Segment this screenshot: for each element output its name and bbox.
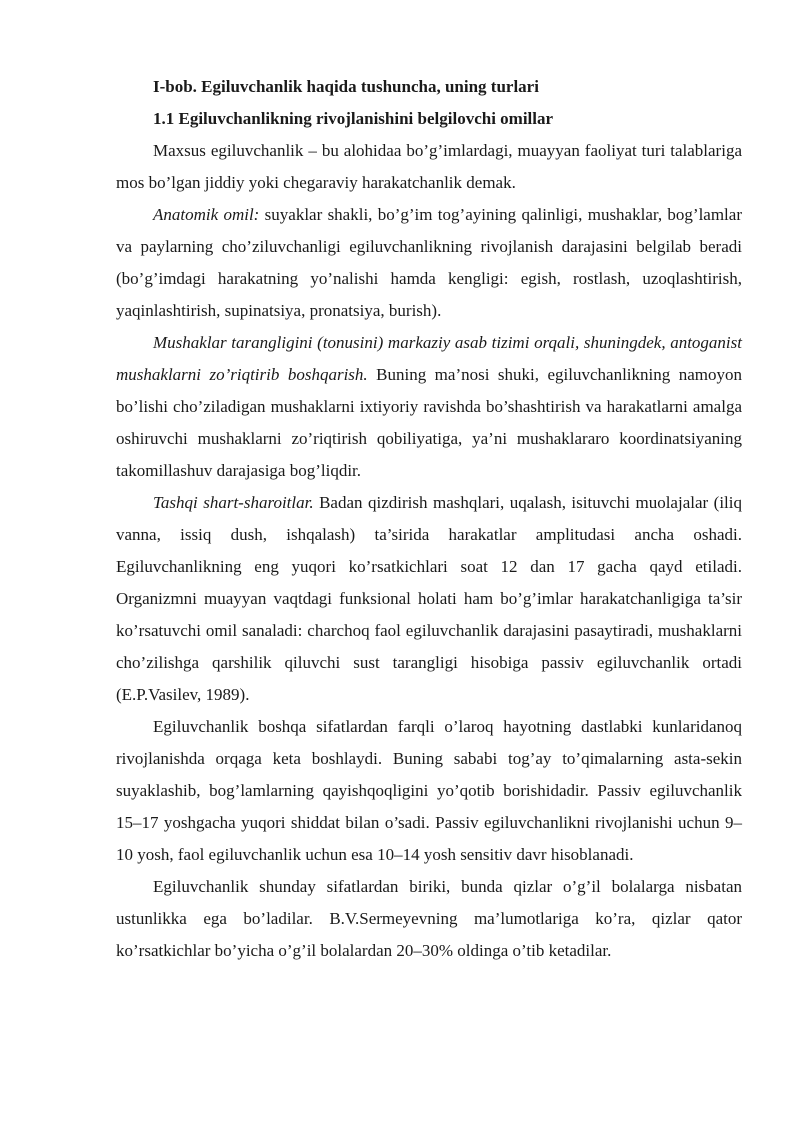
chapter-title: I-bob. Egiluvchanlik haqida tushuncha, uning turlari	[153, 77, 539, 96]
paragraph-lead: Anatomik omil:	[153, 205, 260, 224]
paragraph	[116, 711, 742, 871]
paragraph-text: Badan qizdirish mashqlari, uqalash, isituvchi muolajalar (iliq vanna, issiq dush, ishqalash) ta’sirida harakatlar amplitudasi ancha oshadi. Egiluvchanlikning eng yuqori ko’rsatkichlari soat 12 dan 17 gacha qayd etiladi. Organizmni muayyan vaqtdagi funksional holati ham bo’g’imlar harakatchanligiga ta’sir ko’rsatuvchi omil sanaladi: charchoq faol egiluvchanlik darajasini pasaytiradi, mushaklarni cho’zilishga qarshilik qiluvchi sust tarangligi hisobiga passiv egiluvchanlik ortadi (E.P.Vasilev, 1989).	[116, 493, 742, 704]
paragraph-text: Buning ma’nosi shuki, egiluvchanlikning namoyon bo’lishi cho’ziladigan mushaklarni ixtiyoriy ravishda bo’shashtirish va harakatlarni amalga oshiruvchi mushaklarni zo’riqtirish qobiliyatiga, ya’ni mushaklararo koordinatsiyaning takomillashuv darajasiga bog’liqdir.	[116, 365, 742, 480]
paragraph-text: Egiluvchanlik boshqa sifatlardan farqli o’laroq hayotning dastlabki kunlaridanoq rivojlanishda orqaga keta boshlaydi. Buning sababi tog’ay to’qimalarning asta-sekin suyaklashib, bog’lamlarning qayishqoqligini yo’qotib borishidadir. Passiv egiluvchanlik 15–17 yoshgacha yuqori shiddat bilan o’sadi. Passiv egiluvchanlikni rivojlanishi uchun 9–10 yosh, faol egiluvchanlik uchun esa 10–14 yosh sensitiv davr hisoblanadi.	[116, 717, 742, 864]
paragraph-text: suyaklar shakli, bo’g’im tog’ayining qalinligi, mushaklar, bog’lamlar va paylarning cho’ziluvchanligi egiluvchanlikning rivojlanish darajasini belgilab beradi (bo’g’imdagi harakatning yo’nalishi hamda kengligi: egish, rostlash, uzoqlashtirish, yaqinlashtirish, supinatsiya, pronatsiya, burish).	[116, 205, 742, 320]
paragraph-lead: Tashqi shart-sharoitlar.	[153, 493, 314, 512]
paragraph	[116, 871, 742, 967]
paragraph	[116, 327, 742, 487]
section-title: 1.1 Egiluvchanlikning rivojlanishini belgilovchi omillar	[153, 109, 554, 128]
paragraph	[116, 487, 742, 711]
paragraph-text: Maxsus egiluvchanlik – bu alohidaa bo’g’imlardagi, muayyan faoliyat turi talablariga mos bo’lgan jiddiy yoki chegaraviy harakatchanlik demak.	[116, 141, 742, 192]
paragraph	[116, 135, 742, 199]
document-page	[116, 71, 742, 967]
paragraph	[116, 199, 742, 327]
paragraph-lead: Mushaklar tarangligini (tonusini) markaziy asab tizimi orqali, shuningdek, antoganist mushaklarni zo’riqtirib boshqarish.	[116, 333, 742, 384]
paragraph-text: Egiluvchanlik shunday sifatlardan biriki, bunda qizlar o’g’il bolalarga nisbatan ustunlikka ega bo’ladilar. B.V.Sermeyevning ma’lumotlariga ko’ra, qizlar qator ko’rsatkichlar bo’yicha o’g’il bolalardan 20–30% oldinga o’tib ketadilar.	[116, 877, 742, 960]
